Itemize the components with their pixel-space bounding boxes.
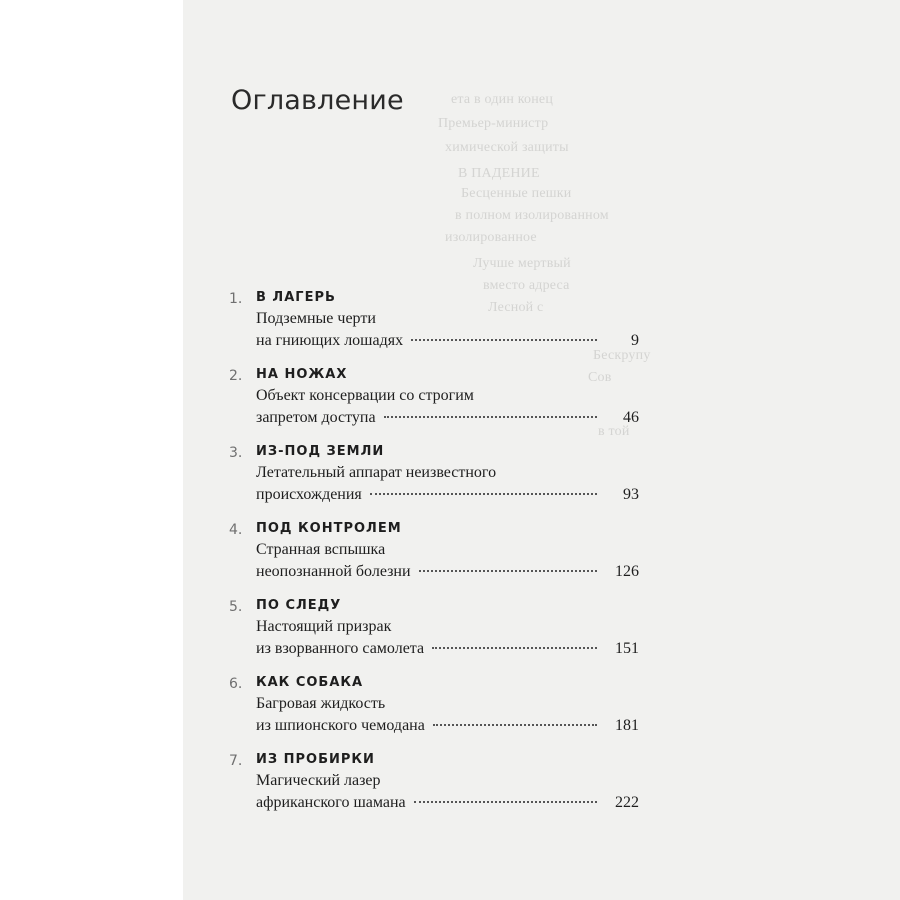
chapter-title: ПОД КОНТРОЛЕМ bbox=[256, 521, 402, 536]
bleed-through-text: Премьер-министр bbox=[438, 116, 549, 131]
chapter-subtitle-line1: Багровая жидкость bbox=[256, 695, 386, 712]
bleed-through-text: вместо адреса bbox=[483, 278, 570, 293]
bleed-through-text: В ПАДЕНИЕ bbox=[458, 166, 540, 181]
bleed-through-text: ета в один конец bbox=[451, 92, 554, 107]
chapter-title: В ЛАГЕРЬ bbox=[256, 290, 336, 305]
chapter-page-number: 46 bbox=[623, 409, 639, 426]
chapter-number: 7. bbox=[229, 753, 243, 769]
chapter-page-number: 151 bbox=[615, 640, 639, 657]
chapter-subtitle-line1: Странная вспышка bbox=[256, 541, 386, 558]
dot-leader bbox=[433, 724, 597, 726]
chapter-subtitle-line1: Объект консервации со строгим bbox=[256, 387, 474, 404]
chapter-subtitle-line1: Настоящий призрак bbox=[256, 618, 392, 635]
chapter-subtitle-line2: запретом доступа bbox=[256, 409, 376, 426]
chapter-number: 2. bbox=[229, 368, 243, 384]
dot-leader bbox=[414, 801, 597, 803]
chapter-number: 4. bbox=[229, 522, 243, 538]
chapter-title: ИЗ-ПОД ЗЕМЛИ bbox=[256, 444, 385, 459]
chapter-entry-line bbox=[256, 717, 639, 735]
chapter-page-number: 93 bbox=[623, 486, 639, 503]
bleed-through-text: Бескрупу bbox=[593, 348, 651, 363]
chapter-entry-line bbox=[256, 332, 639, 350]
chapter-subtitle-line2: происхождения bbox=[256, 486, 362, 503]
chapter-page-number: 126 bbox=[615, 563, 639, 580]
chapter-title: НА НОЖАХ bbox=[256, 367, 348, 382]
chapter-title: ПО СЛЕДУ bbox=[256, 598, 342, 613]
chapter-subtitle-line2: африканского шамана bbox=[256, 794, 406, 811]
bleed-through-text: Лесной с bbox=[488, 300, 544, 315]
chapter-subtitle-line2: на гниющих лошадях bbox=[256, 332, 404, 349]
chapter-entry-line bbox=[256, 409, 639, 427]
chapter-subtitle-line1: Подземные черти bbox=[256, 310, 376, 327]
bleed-through-text: Бесценные пешки bbox=[461, 186, 572, 201]
chapter-page-number: 9 bbox=[631, 332, 639, 349]
bleed-through-text: химической защиты bbox=[445, 140, 569, 155]
chapter-subtitle-line1: Летательный аппарат неизвестного bbox=[256, 464, 497, 481]
chapter-page-number: 222 bbox=[615, 794, 639, 811]
chapter-number: 6. bbox=[229, 676, 243, 692]
chapter-entry-line bbox=[256, 794, 639, 812]
chapter-number: 1. bbox=[229, 291, 243, 307]
dot-leader bbox=[419, 570, 597, 572]
bleed-through-text: Лучше мертвый bbox=[473, 256, 571, 271]
bleed-through-text: в полном изолированном bbox=[455, 208, 609, 223]
chapter-subtitle-line2: из взорванного самолета bbox=[256, 640, 425, 657]
chapter-entry-line bbox=[256, 486, 639, 504]
dot-leader bbox=[411, 339, 597, 341]
chapter-number: 5. bbox=[229, 599, 243, 615]
dot-leader bbox=[370, 493, 597, 495]
chapter-subtitle-line1: Магический лазер bbox=[256, 772, 381, 789]
chapter-entry-line bbox=[256, 640, 639, 658]
dot-leader bbox=[432, 647, 597, 649]
bleed-through-text: Сов bbox=[588, 370, 612, 385]
chapter-title: КАК СОБАКА bbox=[256, 675, 364, 690]
chapter-title: ИЗ ПРОБИРКИ bbox=[256, 752, 375, 767]
chapter-entry-line bbox=[256, 563, 639, 581]
toc-title: Оглавление bbox=[231, 85, 404, 116]
chapter-subtitle-line2: неопознанной болезни bbox=[256, 563, 411, 580]
bleed-through-text: изолированное bbox=[445, 230, 537, 245]
bleed-through-text: в той bbox=[598, 424, 630, 439]
book-page bbox=[183, 0, 900, 900]
chapter-number: 3. bbox=[229, 445, 243, 461]
chapter-page-number: 181 bbox=[615, 717, 639, 734]
dot-leader bbox=[384, 416, 597, 418]
chapter-subtitle-line2: из шпионского чемодана bbox=[256, 717, 425, 734]
